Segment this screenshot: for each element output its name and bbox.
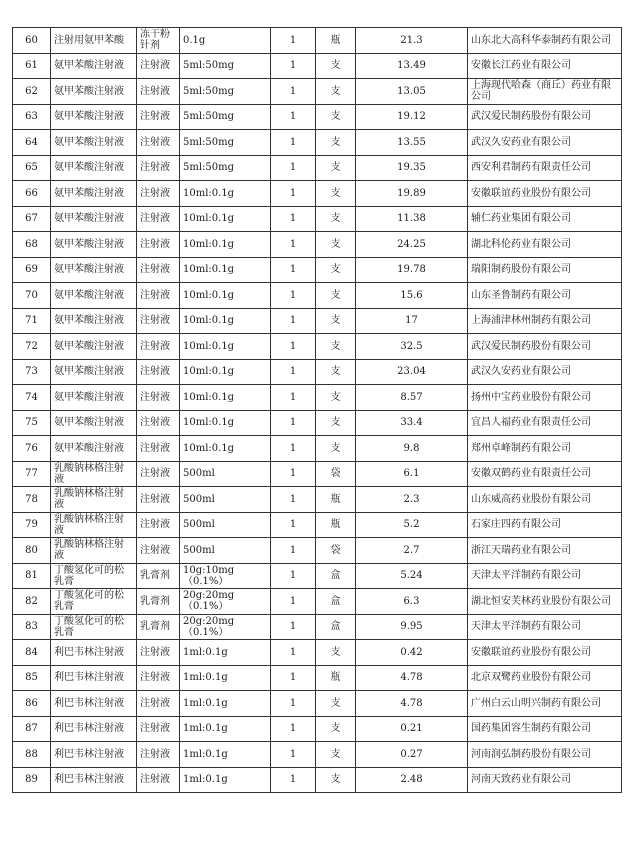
price-cell: 5.2 [356,512,468,538]
package-quantity-cell: 1 [271,589,316,615]
price-cell: 2.3 [356,487,468,513]
drug-name-cell: 氨甲苯酸注射液 [51,155,137,181]
row-number-cell: 75 [13,410,51,436]
table-row [13,614,622,640]
specification-cell: 10ml:0.1g [180,181,271,207]
dosage-form-cell: 注射液 [137,359,180,385]
drug-name-cell: 利巴韦林注射液 [51,691,137,717]
manufacturer-cell: 宜昌人福药业有限责任公司 [468,410,622,436]
package-unit-cell: 盒 [316,614,356,640]
specification-cell: 5ml:50mg [180,79,271,105]
manufacturer-cell: 西安利君制药有限责任公司 [468,155,622,181]
price-cell: 2.48 [356,767,468,793]
package-unit-cell: 支 [316,104,356,130]
row-number-cell: 66 [13,181,51,207]
row-number-cell: 78 [13,487,51,513]
price-cell: 0.21 [356,716,468,742]
package-quantity-cell: 1 [271,130,316,156]
package-unit-cell: 支 [316,334,356,360]
manufacturer-cell: 山东圣鲁制药有限公司 [468,283,622,309]
manufacturer-cell: 武汉爱民制药股份有限公司 [468,334,622,360]
drug-name-cell: 乳酸钠林格注射液 [51,461,137,487]
specification-cell: 10ml:0.1g [180,206,271,232]
package-unit-cell: 支 [316,308,356,334]
package-unit-cell: 支 [316,410,356,436]
specification-cell: 1ml:0.1g [180,767,271,793]
table-row [13,512,622,538]
package-quantity-cell: 1 [271,436,316,462]
price-cell: 24.25 [356,232,468,258]
package-quantity-cell: 1 [271,563,316,589]
dosage-form-cell: 注射液 [137,155,180,181]
dosage-form-cell: 注射液 [137,767,180,793]
price-cell: 8.57 [356,385,468,411]
specification-cell: 10ml:0.1g [180,232,271,258]
dosage-form-cell: 注射液 [137,104,180,130]
table-row [13,104,622,130]
drug-name-cell: 氨甲苯酸注射液 [51,359,137,385]
dosage-form-cell: 注射液 [137,665,180,691]
package-unit-cell: 盒 [316,563,356,589]
dosage-form-cell: 注射液 [137,461,180,487]
package-unit-cell: 支 [316,742,356,768]
package-unit-cell: 支 [316,283,356,309]
table-row [13,79,622,105]
row-number-cell: 84 [13,640,51,666]
package-quantity-cell: 1 [271,181,316,207]
manufacturer-cell: 安徽联谊药业股份有限公司 [468,181,622,207]
specification-cell: 10ml:0.1g [180,334,271,360]
manufacturer-cell: 广州白云山明兴制药有限公司 [468,691,622,717]
manufacturer-cell: 山东威高药业股份有限公司 [468,487,622,513]
package-unit-cell: 支 [316,155,356,181]
specification-cell: 5ml:50mg [180,53,271,79]
package-quantity-cell: 1 [271,308,316,334]
price-cell: 19.78 [356,257,468,283]
package-quantity-cell: 1 [271,206,316,232]
table-row [13,767,622,793]
table-row [13,589,622,615]
row-number-cell: 70 [13,283,51,309]
manufacturer-cell: 河南天致药业有限公司 [468,767,622,793]
package-unit-cell: 瓶 [316,487,356,513]
table-row [13,461,622,487]
price-cell: 17 [356,308,468,334]
package-quantity-cell: 1 [271,410,316,436]
table-body [13,28,622,793]
table-row [13,640,622,666]
package-unit-cell: 支 [316,436,356,462]
package-quantity-cell: 1 [271,28,316,54]
manufacturer-cell: 辅仁药业集团有限公司 [468,206,622,232]
row-number-cell: 89 [13,767,51,793]
dosage-form-cell: 注射液 [137,742,180,768]
package-quantity-cell: 1 [271,385,316,411]
row-number-cell: 82 [13,589,51,615]
price-cell: 32.5 [356,334,468,360]
price-cell: 4.78 [356,665,468,691]
dosage-form-cell: 注射液 [137,308,180,334]
specification-cell: 10ml:0.1g [180,283,271,309]
drug-price-table [12,27,622,793]
drug-name-cell: 氨甲苯酸注射液 [51,385,137,411]
package-unit-cell: 瓶 [316,512,356,538]
specification-cell: 1ml:0.1g [180,742,271,768]
price-cell: 6.1 [356,461,468,487]
specification-cell: 20g:20mg（0.1%） [180,589,271,615]
package-quantity-cell: 1 [271,614,316,640]
drug-name-cell: 氨甲苯酸注射液 [51,257,137,283]
price-cell: 19.89 [356,181,468,207]
package-quantity-cell: 1 [271,257,316,283]
manufacturer-cell: 国药集团容生制药有限公司 [468,716,622,742]
package-unit-cell: 支 [316,79,356,105]
specification-cell: 1ml:0.1g [180,691,271,717]
package-unit-cell: 支 [316,359,356,385]
manufacturer-cell: 武汉久安药业有限公司 [468,130,622,156]
row-number-cell: 67 [13,206,51,232]
specification-cell: 10ml:0.1g [180,436,271,462]
dosage-form-cell: 乳膏剂 [137,589,180,615]
row-number-cell: 83 [13,614,51,640]
package-unit-cell: 瓶 [316,665,356,691]
specification-cell: 500ml [180,512,271,538]
package-unit-cell: 支 [316,257,356,283]
drug-name-cell: 利巴韦林注射液 [51,665,137,691]
dosage-form-cell: 注射液 [137,334,180,360]
package-unit-cell: 支 [316,232,356,258]
row-number-cell: 61 [13,53,51,79]
row-number-cell: 72 [13,334,51,360]
package-quantity-cell: 1 [271,104,316,130]
row-number-cell: 77 [13,461,51,487]
dosage-form-cell: 注射液 [137,487,180,513]
drug-name-cell: 氨甲苯酸注射液 [51,104,137,130]
manufacturer-cell: 湖北恒安芙林药业股份有限公司 [468,589,622,615]
table-row [13,181,622,207]
table-row [13,283,622,309]
specification-cell: 20g:20mg（0.1%） [180,614,271,640]
dosage-form-cell: 注射液 [137,257,180,283]
manufacturer-cell: 上海现代哈森（商丘）药业有限公司 [468,79,622,105]
row-number-cell: 63 [13,104,51,130]
dosage-form-cell: 注射液 [137,181,180,207]
row-number-cell: 87 [13,716,51,742]
dosage-form-cell: 注射液 [137,640,180,666]
table-row [13,538,622,564]
package-unit-cell: 支 [316,716,356,742]
drug-name-cell: 丁酸氢化可的松乳膏 [51,589,137,615]
manufacturer-cell: 安徽双鹤药业有限责任公司 [468,461,622,487]
specification-cell: 1ml:0.1g [180,640,271,666]
price-cell: 6.3 [356,589,468,615]
row-number-cell: 79 [13,512,51,538]
package-quantity-cell: 1 [271,461,316,487]
drug-name-cell: 利巴韦林注射液 [51,742,137,768]
price-cell: 13.55 [356,130,468,156]
dosage-form-cell: 注射液 [137,232,180,258]
dosage-form-cell: 注射液 [137,538,180,564]
drug-name-cell: 氨甲苯酸注射液 [51,436,137,462]
specification-cell: 5ml:50mg [180,104,271,130]
manufacturer-cell: 山东北大高科华泰制药有限公司 [468,28,622,54]
table-row [13,232,622,258]
row-number-cell: 73 [13,359,51,385]
package-quantity-cell: 1 [271,155,316,181]
price-cell: 21.3 [356,28,468,54]
manufacturer-cell: 安徽联谊药业股份有限公司 [468,640,622,666]
table-row [13,53,622,79]
specification-cell: 1ml:0.1g [180,716,271,742]
table-row [13,359,622,385]
drug-name-cell: 乳酸钠林格注射液 [51,512,137,538]
specification-cell: 10ml:0.1g [180,385,271,411]
table-row [13,155,622,181]
row-number-cell: 71 [13,308,51,334]
specification-cell: 5ml:50mg [180,130,271,156]
drug-name-cell: 氨甲苯酸注射液 [51,53,137,79]
price-cell: 19.12 [356,104,468,130]
table-row [13,257,622,283]
price-cell: 9.8 [356,436,468,462]
table-row [13,334,622,360]
table-row [13,206,622,232]
dosage-form-cell: 乳膏剂 [137,614,180,640]
specification-cell: 10g:10mg（0.1%） [180,563,271,589]
drug-name-cell: 氨甲苯酸注射液 [51,79,137,105]
drug-name-cell: 氨甲苯酸注射液 [51,206,137,232]
manufacturer-cell: 北京双鹭药业股份有限公司 [468,665,622,691]
table-row [13,487,622,513]
package-unit-cell: 盒 [316,589,356,615]
drug-name-cell: 氨甲苯酸注射液 [51,410,137,436]
price-cell: 4.78 [356,691,468,717]
specification-cell: 1ml:0.1g [180,665,271,691]
price-cell: 13.49 [356,53,468,79]
row-number-cell: 81 [13,563,51,589]
price-cell: 19.35 [356,155,468,181]
package-unit-cell: 支 [316,53,356,79]
price-cell: 13.05 [356,79,468,105]
price-cell: 0.27 [356,742,468,768]
package-unit-cell: 支 [316,130,356,156]
package-unit-cell: 支 [316,206,356,232]
price-cell: 2.7 [356,538,468,564]
package-quantity-cell: 1 [271,665,316,691]
package-quantity-cell: 1 [271,232,316,258]
table-row [13,716,622,742]
drug-name-cell: 注射用氨甲苯酸 [51,28,137,54]
manufacturer-cell: 扬州中宝药业股份有限公司 [468,385,622,411]
table-row [13,28,622,54]
drug-name-cell: 氨甲苯酸注射液 [51,334,137,360]
price-cell: 0.42 [356,640,468,666]
manufacturer-cell: 上海浦津林州制药有限公司 [468,308,622,334]
drug-name-cell: 氨甲苯酸注射液 [51,283,137,309]
row-number-cell: 85 [13,665,51,691]
dosage-form-cell: 注射液 [137,53,180,79]
package-quantity-cell: 1 [271,742,316,768]
specification-cell: 500ml [180,487,271,513]
specification-cell: 10ml:0.1g [180,308,271,334]
price-cell: 5.24 [356,563,468,589]
drug-name-cell: 丁酸氢化可的松乳膏 [51,563,137,589]
package-quantity-cell: 1 [271,767,316,793]
row-number-cell: 86 [13,691,51,717]
package-unit-cell: 支 [316,767,356,793]
package-unit-cell: 支 [316,691,356,717]
drug-name-cell: 利巴韦林注射液 [51,640,137,666]
row-number-cell: 64 [13,130,51,156]
specification-cell: 0.1g [180,28,271,54]
dosage-form-cell: 注射液 [137,436,180,462]
drug-name-cell: 丁酸氢化可的松乳膏 [51,614,137,640]
row-number-cell: 80 [13,538,51,564]
table-row [13,436,622,462]
manufacturer-cell: 武汉久安药业有限公司 [468,359,622,385]
row-number-cell: 62 [13,79,51,105]
table-row [13,691,622,717]
manufacturer-cell: 天津太平洋制药有限公司 [468,614,622,640]
specification-cell: 500ml [180,461,271,487]
dosage-form-cell: 注射液 [137,716,180,742]
price-cell: 23.04 [356,359,468,385]
package-quantity-cell: 1 [271,512,316,538]
table-row [13,308,622,334]
package-unit-cell: 支 [316,385,356,411]
manufacturer-cell: 河南润弘制药股份有限公司 [468,742,622,768]
price-cell: 15.6 [356,283,468,309]
dosage-form-cell: 注射液 [137,283,180,309]
manufacturer-cell: 安徽长江药业有限公司 [468,53,622,79]
specification-cell: 500ml [180,538,271,564]
row-number-cell: 65 [13,155,51,181]
dosage-form-cell: 注射液 [137,512,180,538]
row-number-cell: 68 [13,232,51,258]
dosage-form-cell: 注射液 [137,691,180,717]
table-row [13,665,622,691]
dosage-form-cell: 注射液 [137,130,180,156]
drug-name-cell: 乳酸钠林格注射液 [51,487,137,513]
row-number-cell: 88 [13,742,51,768]
package-quantity-cell: 1 [271,53,316,79]
drug-name-cell: 氨甲苯酸注射液 [51,130,137,156]
manufacturer-cell: 湖北科伦药业有限公司 [468,232,622,258]
manufacturer-cell: 石家庄四药有限公司 [468,512,622,538]
package-unit-cell: 瓶 [316,28,356,54]
manufacturer-cell: 瑞阳制药股份有限公司 [468,257,622,283]
package-unit-cell: 支 [316,640,356,666]
package-quantity-cell: 1 [271,716,316,742]
dosage-form-cell: 注射液 [137,410,180,436]
drug-name-cell: 利巴韦林注射液 [51,716,137,742]
package-quantity-cell: 1 [271,640,316,666]
table-row [13,563,622,589]
package-quantity-cell: 1 [271,691,316,717]
manufacturer-cell: 天津太平洋制药有限公司 [468,563,622,589]
package-quantity-cell: 1 [271,538,316,564]
table-row [13,130,622,156]
table-row [13,742,622,768]
package-quantity-cell: 1 [271,359,316,385]
package-quantity-cell: 1 [271,283,316,309]
drug-name-cell: 氨甲苯酸注射液 [51,232,137,258]
price-cell: 9.95 [356,614,468,640]
table-row [13,410,622,436]
row-number-cell: 76 [13,436,51,462]
drug-name-cell: 氨甲苯酸注射液 [51,181,137,207]
specification-cell: 10ml:0.1g [180,359,271,385]
dosage-form-cell: 冻干粉针剂 [137,28,180,54]
package-quantity-cell: 1 [271,487,316,513]
manufacturer-cell: 郑州卓峰制药有限公司 [468,436,622,462]
specification-cell: 10ml:0.1g [180,410,271,436]
package-unit-cell: 袋 [316,538,356,564]
manufacturer-cell: 浙江天瑞药业有限公司 [468,538,622,564]
manufacturer-cell: 武汉爱民制药股份有限公司 [468,104,622,130]
dosage-form-cell: 注射液 [137,206,180,232]
specification-cell: 10ml:0.1g [180,257,271,283]
specification-cell: 5ml:50mg [180,155,271,181]
package-quantity-cell: 1 [271,334,316,360]
table-row [13,385,622,411]
package-unit-cell: 袋 [316,461,356,487]
price-cell: 33.4 [356,410,468,436]
price-cell: 11.38 [356,206,468,232]
drug-name-cell: 氨甲苯酸注射液 [51,308,137,334]
drug-name-cell: 乳酸钠林格注射液 [51,538,137,564]
drug-name-cell: 利巴韦林注射液 [51,767,137,793]
package-quantity-cell: 1 [271,79,316,105]
dosage-form-cell: 注射液 [137,385,180,411]
row-number-cell: 74 [13,385,51,411]
dosage-form-cell: 注射液 [137,79,180,105]
row-number-cell: 60 [13,28,51,54]
row-number-cell: 69 [13,257,51,283]
package-unit-cell: 支 [316,181,356,207]
dosage-form-cell: 乳膏剂 [137,563,180,589]
